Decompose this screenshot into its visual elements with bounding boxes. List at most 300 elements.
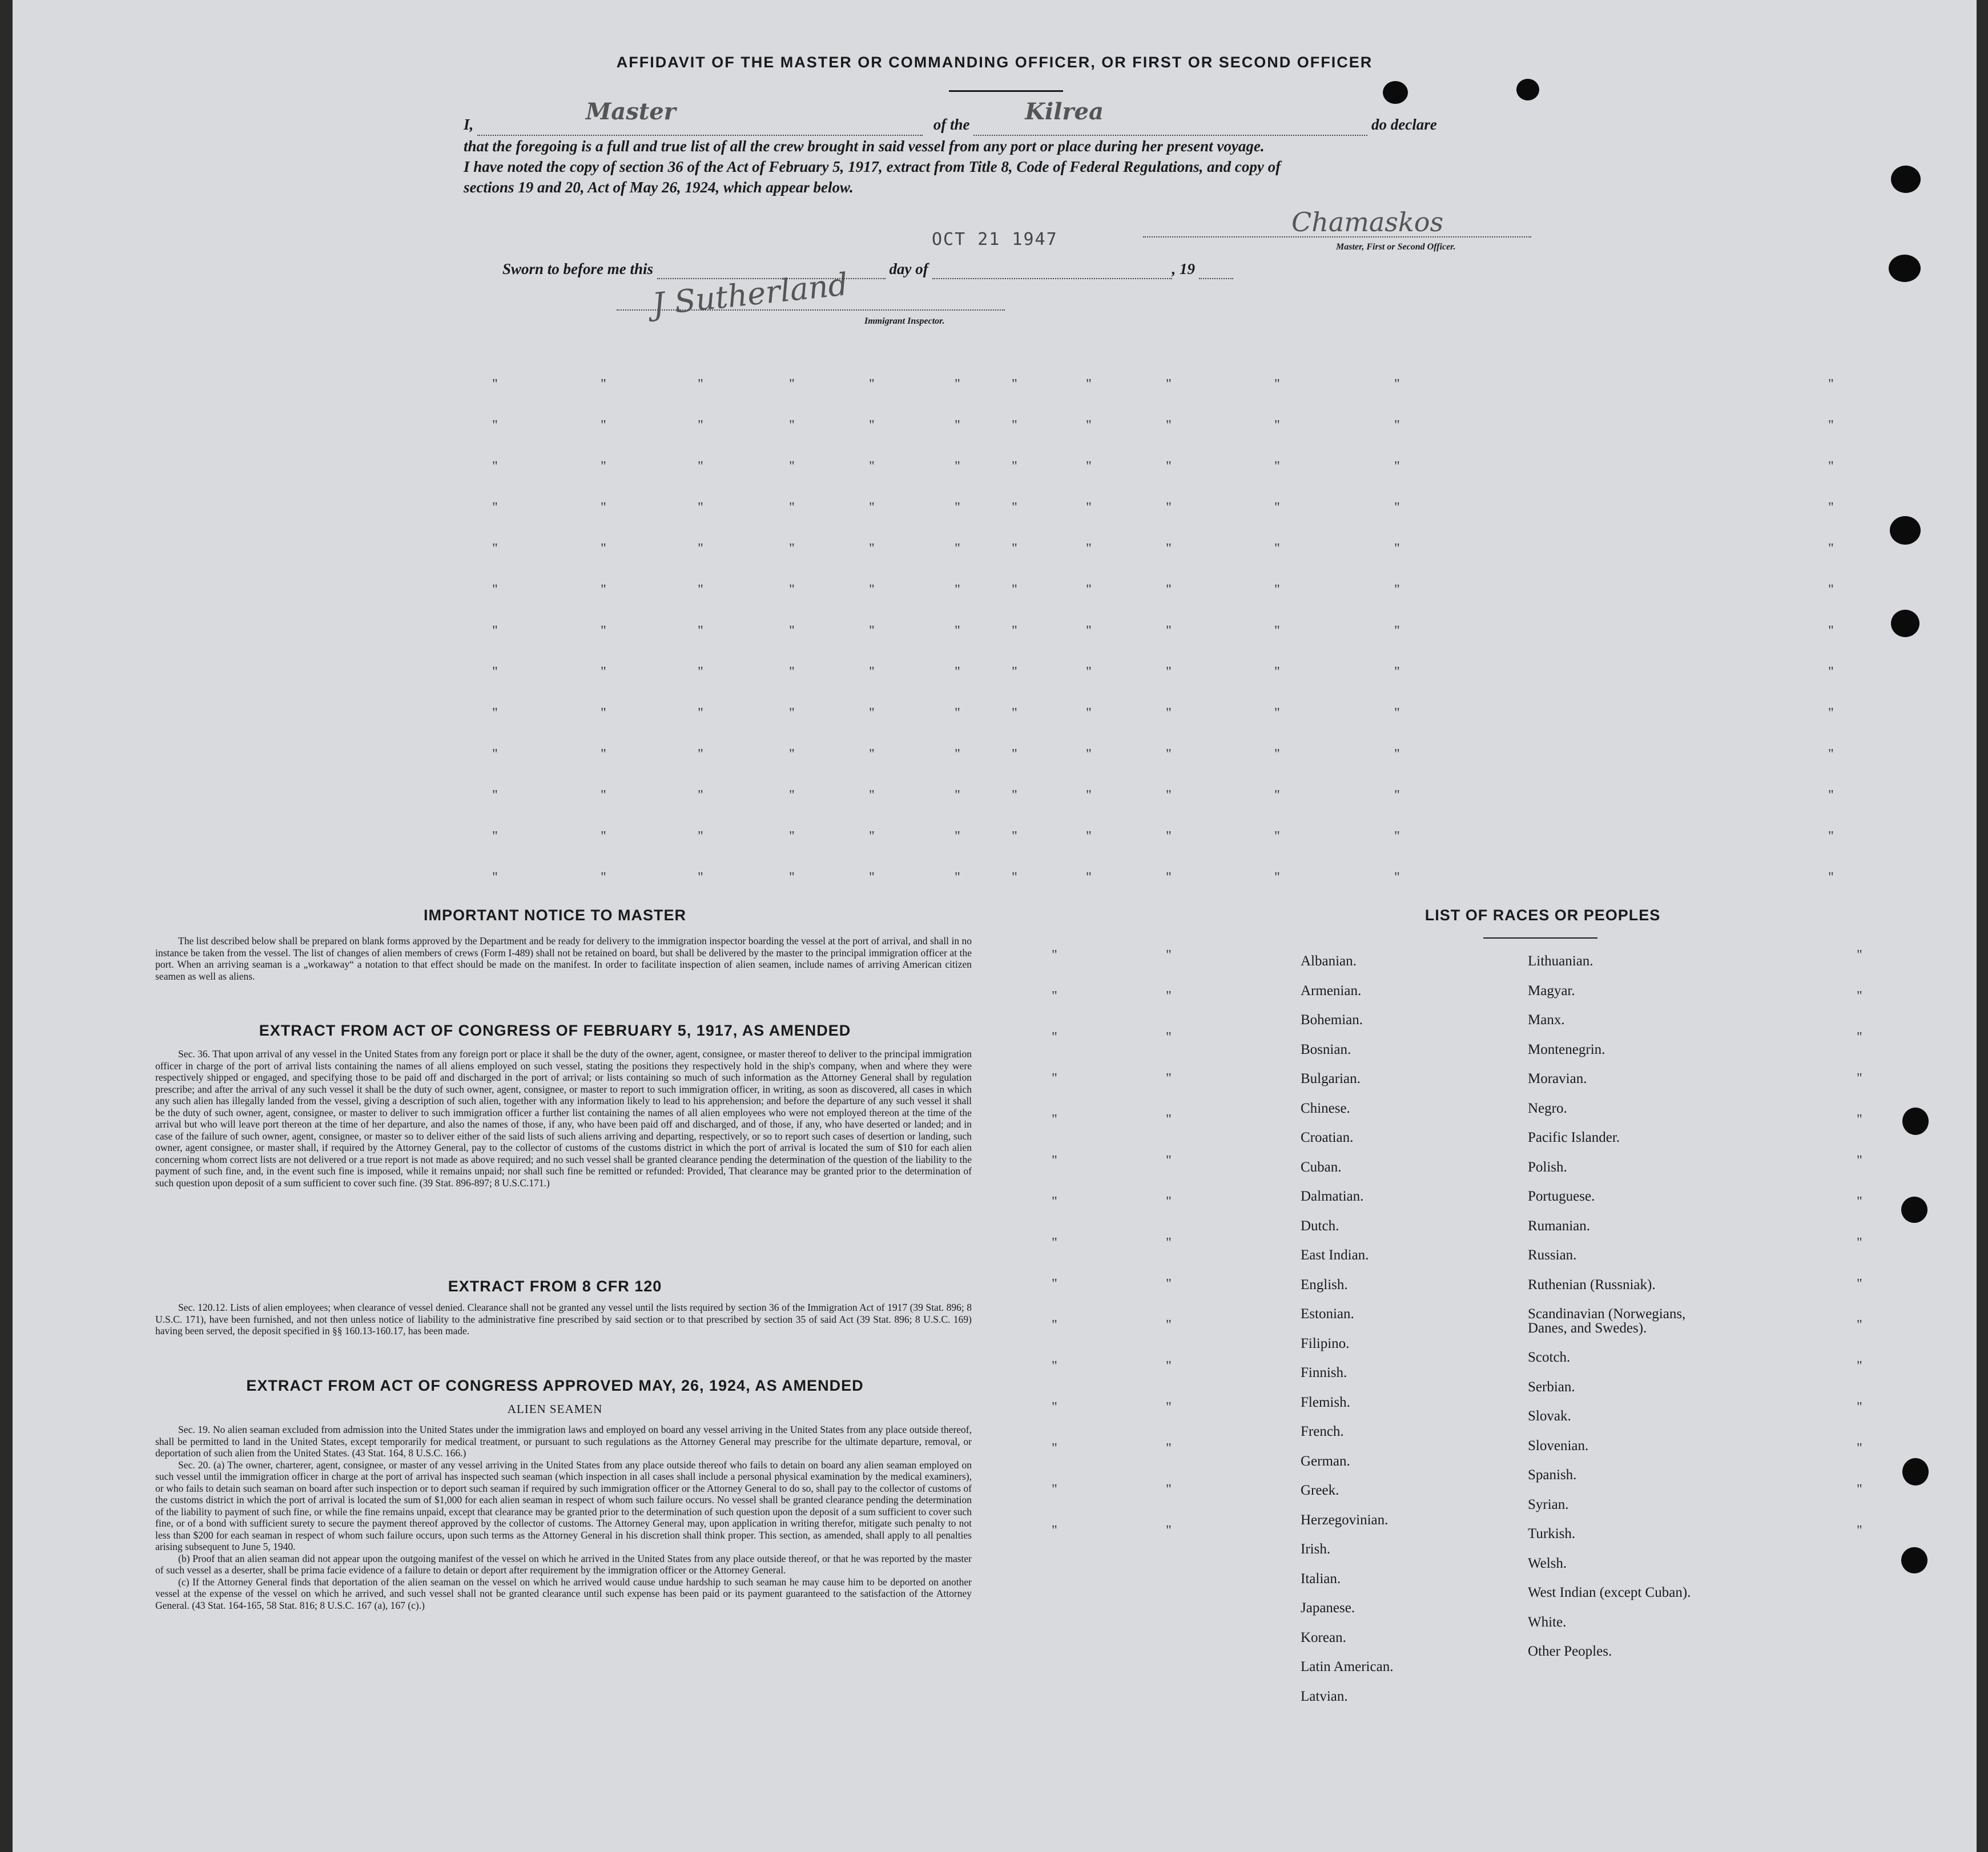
ditto-mark: " xyxy=(1274,623,1280,638)
ditto-mark: " xyxy=(1166,948,1172,963)
ditto-mark: " xyxy=(1828,829,1834,844)
race-item: Latin American. xyxy=(1301,1659,1394,1674)
punch-hole xyxy=(1902,1458,1929,1485)
master-name-handwriting: Master xyxy=(586,98,676,125)
extract-1924-para-20c: (c) If the Attorney General finds that deportation of the alien seaman on the vessel on which he arrived would cause undue hardship to such seaman he may cause him to be deported on another vessel at the expense of the vessel on which he arrived, and such vessel shall not be granted clearance until such expense has been paid or its payment guaranteed to the satisfaction of the Attorney General. (43 Stat. 164-165, 58 Stat. 816; 8 U.S.C. 167 (a), 167 (c).) xyxy=(155,1576,972,1611)
ditto-mark: " xyxy=(1857,1277,1862,1291)
ditto-mark: " xyxy=(789,665,795,679)
master-caption: Master, First or Second Officer. xyxy=(1336,242,1456,252)
extract-1924-subtitle: ALIEN SEAMEN xyxy=(507,1402,603,1416)
race-item: Rumanian. xyxy=(1528,1218,1591,1234)
ditto-mark: " xyxy=(1166,541,1172,556)
ditto-mark: " xyxy=(955,706,960,720)
ditto-mark: " xyxy=(601,870,606,885)
race-item: Bohemian. xyxy=(1301,1012,1363,1028)
ditto-mark: " xyxy=(789,706,795,720)
ditto-mark: " xyxy=(1166,989,1172,1004)
ditto-mark: " xyxy=(601,829,606,844)
ditto-mark: " xyxy=(698,788,703,803)
ditto-mark: " xyxy=(1274,541,1280,556)
sworn-year-field xyxy=(1199,260,1233,279)
ditto-mark: " xyxy=(869,870,875,885)
ditto-mark: " xyxy=(1828,377,1834,392)
ditto-mark: " xyxy=(955,377,960,392)
race-item: Montenegrin. xyxy=(1528,1041,1605,1057)
ditto-mark: " xyxy=(1086,623,1092,638)
ditto-mark: " xyxy=(698,706,703,720)
ditto-mark: " xyxy=(1166,1153,1172,1168)
race-item: Bulgarian. xyxy=(1301,1071,1361,1086)
ditto-mark: " xyxy=(789,788,795,803)
ditto-mark: " xyxy=(1052,1277,1057,1291)
ditto-mark: " xyxy=(1394,500,1400,515)
ditto-mark: " xyxy=(1394,747,1400,762)
ditto-mark: " xyxy=(1052,1482,1057,1497)
race-item: Slovak. xyxy=(1528,1408,1571,1424)
extract-1917-paragraph: Sec. 36. That upon arrival of any vessel in the United States from any foreign port or place it shall be the duty of the owner, agent, consignee, or master thereof to deliver to the principal immigration officer in charge of the port of arrival lists containing the names of all aliens employed on such vessel, stating the positions they respectively hold in the ship's company, when and where they were respectively shipped or engaged, and specifying those to be paid off and discharged in the port of arrival; or lists containing so much of such information as the Attorney General shall by regulation prescribe; and after the arrival of any such vessel it shall be the duty of such owner, agent, consignee, or master to report to such immigration officer, in writing, as soon as discovered, all cases in which any such alien has illegally landed from the vessel, giving a description of such alien, together with any information likely to lead to his apprehension; and before the departure of any such vessel it shall be the duty of such owner, agent, consignee, or master to deliver to such immigration officer a further list containing the names of all alien employees who were not employed thereon at the time of the arrival but who will leave port thereon at the time of her departure, and also the names of those, if any, who have been paid off and discharged, and of those, if any, who have deserted or landed; and in case of the failure of such owner, agent, consignee, or master so to deliver either of the said lists of such aliens arriving and departing, respectively, or so to report such cases of desertion or landing, such owner, agent consignee, or master shall, if required by the Attorney General, pay to the collector of customs of the customs district in which the port of arrival is located the sum of $10 for each alien concerning whom correct lists are not delivered or a true report is not made as above required; and no such vessel shall be granted clearance pending the determination of the question of the liability to the payment of such fine, and, in the event such fine is imposed, while it remains unpaid; nor shall such fine be remitted or refunded: Provided, That clearance may be granted prior to the determination of such question upon deposit of a sum sufficient to cover such fine. (39 Stat. 896-897; 8 U.S.C.171.) xyxy=(155,1048,972,1189)
ditto-mark: " xyxy=(1166,706,1172,720)
ditto-mark: " xyxy=(1274,459,1280,474)
ditto-mark: " xyxy=(1086,665,1092,679)
ditto-mark: " xyxy=(1166,870,1172,885)
punch-hole xyxy=(1902,1108,1929,1135)
ditto-mark: " xyxy=(1274,665,1280,679)
race-item: East Indian. xyxy=(1301,1247,1369,1263)
ditto-mark: " xyxy=(789,747,795,762)
race-item: Polish. xyxy=(1528,1159,1567,1175)
form-sheet xyxy=(13,0,1977,1852)
ditto-mark: " xyxy=(1052,1112,1057,1127)
ditto-mark: " xyxy=(1394,829,1400,844)
ditto-mark: " xyxy=(869,541,875,556)
ditto-mark: " xyxy=(1012,747,1017,762)
ditto-mark: " xyxy=(1274,747,1280,762)
ditto-mark: " xyxy=(1828,665,1834,679)
ditto-mark: " xyxy=(1012,418,1017,433)
ditto-mark: " xyxy=(1828,418,1834,433)
ditto-mark: " xyxy=(1394,418,1400,433)
ditto-mark: " xyxy=(1394,870,1400,885)
ditto-mark: " xyxy=(698,665,703,679)
ditto-mark: " xyxy=(1166,747,1172,762)
extract-1924-para-20b: (b) Proof that an alien seaman did not appear upon the outgoing manifest of the vessel on which he arrived in the United States from any place outside thereof, or that he was reported by the master of such vessel as a deserter, shall be prima facie evidence of a failure to detain or deport after requirement by the immigration officer or the Attorney General. xyxy=(155,1552,972,1576)
ditto-mark: " xyxy=(1052,1359,1057,1374)
ditto-mark: " xyxy=(1828,788,1834,803)
ditto-mark: " xyxy=(869,418,875,433)
punch-hole xyxy=(1901,1197,1927,1223)
ditto-mark: " xyxy=(1828,541,1834,556)
race-item-scandinavian xyxy=(1528,1299,1691,1335)
ditto-mark: " xyxy=(1052,1400,1057,1415)
ditto-mark: " xyxy=(1274,788,1280,803)
ditto-mark: " xyxy=(492,870,498,885)
ditto-mark: " xyxy=(492,788,498,803)
race-item: Japanese. xyxy=(1301,1600,1355,1616)
race-item: Dutch. xyxy=(1301,1218,1339,1234)
ditto-mark: " xyxy=(1086,377,1092,392)
ditto-mark: " xyxy=(1274,706,1280,720)
ditto-mark: " xyxy=(869,500,875,515)
sworn-month-field xyxy=(932,260,1172,279)
ditto-mark: " xyxy=(601,500,606,515)
ditto-mark: " xyxy=(789,829,795,844)
extract-1924-title: EXTRACT FROM ACT OF CONGRESS APPROVED MAY, 26, 1924, AS AMENDED xyxy=(246,1377,864,1394)
race-item: Serbian. xyxy=(1528,1379,1575,1395)
race-item: Spanish. xyxy=(1528,1467,1577,1483)
ditto-mark: " xyxy=(492,541,498,556)
ditto-mark: " xyxy=(1857,989,1862,1004)
ditto-mark: " xyxy=(1052,1071,1057,1086)
ditto-mark: " xyxy=(492,747,498,762)
vessel-name-handwriting: Kilrea xyxy=(1025,98,1104,125)
ditto-mark: " xyxy=(1274,418,1280,433)
ditto-mark: " xyxy=(492,377,498,392)
race-item: Negro. xyxy=(1528,1100,1567,1116)
ditto-mark: " xyxy=(1828,500,1834,515)
ditto-mark: " xyxy=(1166,1112,1172,1127)
ditto-mark: " xyxy=(1857,1400,1862,1415)
ditto-mark: " xyxy=(1166,1523,1172,1538)
master-signature: Chamaskos xyxy=(1291,207,1444,237)
ditto-mark: " xyxy=(1012,623,1017,638)
race-item: Welsh. xyxy=(1528,1555,1567,1571)
inspector-signature: J Sutherland xyxy=(650,266,850,323)
ditto-mark: " xyxy=(869,829,875,844)
ditto-mark: " xyxy=(698,623,703,638)
ditto-mark: " xyxy=(698,582,703,597)
ditto-mark: " xyxy=(955,870,960,885)
race-item: Scotch. xyxy=(1528,1350,1571,1365)
ditto-mark: " xyxy=(601,623,606,638)
ditto-mark: " xyxy=(1012,500,1017,515)
ditto-mark: " xyxy=(698,459,703,474)
race-item: Turkish. xyxy=(1528,1526,1576,1541)
ditto-mark: " xyxy=(789,377,795,392)
race-item: Ruthenian (Russniak). xyxy=(1528,1277,1656,1293)
ditto-mark: " xyxy=(1394,788,1400,803)
race-item: English. xyxy=(1301,1277,1348,1293)
title-rule xyxy=(949,90,1063,92)
ditto-mark: " xyxy=(1012,377,1017,392)
ditto-mark: " xyxy=(869,459,875,474)
decl-declare: do declare xyxy=(1371,116,1437,133)
ditto-mark: " xyxy=(1828,747,1834,762)
ditto-mark: " xyxy=(1166,665,1172,679)
ditto-mark: " xyxy=(1166,459,1172,474)
ditto-mark: " xyxy=(1166,829,1172,844)
ditto-mark: " xyxy=(1166,1030,1172,1045)
race-item: Bosnian. xyxy=(1301,1041,1351,1057)
ditto-mark: " xyxy=(869,623,875,638)
ditto-mark: " xyxy=(492,418,498,433)
ditto-mark: " xyxy=(1166,1400,1172,1415)
ditto-mark: " xyxy=(1394,459,1400,474)
race-item: Other Peoples. xyxy=(1528,1644,1612,1659)
races-column-1 xyxy=(1301,947,1393,1711)
ditto-mark: " xyxy=(1086,706,1092,720)
ditto-mark: " xyxy=(698,747,703,762)
ditto-mark: " xyxy=(1052,1441,1057,1456)
ditto-mark: " xyxy=(789,418,795,433)
ditto-mark: " xyxy=(1394,706,1400,720)
race-item: Albanian. xyxy=(1301,953,1357,969)
races-title-rule xyxy=(1483,937,1597,939)
ditto-mark: " xyxy=(1086,870,1092,885)
ditto-mark: " xyxy=(492,582,498,597)
ditto-mark: " xyxy=(869,377,875,392)
ditto-mark: " xyxy=(1857,1194,1862,1209)
ditto-mark: " xyxy=(1857,948,1862,963)
race-item: Cuban. xyxy=(1301,1159,1342,1175)
ditto-mark: " xyxy=(492,500,498,515)
race-item: Chinese. xyxy=(1301,1100,1350,1116)
ditto-mark: " xyxy=(1166,1071,1172,1086)
ditto-mark: " xyxy=(1857,1153,1862,1168)
ditto-mark: " xyxy=(1166,418,1172,433)
ditto-mark: " xyxy=(1274,377,1280,392)
ditto-mark: " xyxy=(955,418,960,433)
race-item: Korean. xyxy=(1301,1629,1346,1645)
ditto-mark: " xyxy=(1166,377,1172,392)
ditto-mark: " xyxy=(1857,1318,1862,1332)
ditto-mark: " xyxy=(955,665,960,679)
race-item: Manx. xyxy=(1528,1012,1565,1028)
race-item: Magyar. xyxy=(1528,983,1575,999)
ditto-mark: " xyxy=(869,582,875,597)
race-item: Pacific Islander. xyxy=(1528,1130,1620,1145)
ditto-mark: " xyxy=(1828,706,1834,720)
ditto-mark: " xyxy=(1012,788,1017,803)
ditto-mark: " xyxy=(492,623,498,638)
ditto-mark: " xyxy=(601,459,606,474)
ditto-mark: " xyxy=(1086,829,1092,844)
ditto-mark: " xyxy=(601,665,606,679)
ditto-mark: " xyxy=(1394,665,1400,679)
ditto-mark: " xyxy=(698,500,703,515)
ditto-mark: " xyxy=(1086,500,1092,515)
ditto-mark: " xyxy=(789,582,795,597)
decl-of-the: of the xyxy=(933,116,970,133)
ditto-mark: " xyxy=(869,665,875,679)
punch-hole xyxy=(1891,166,1921,193)
decl-i: I, xyxy=(464,116,474,133)
ditto-mark: " xyxy=(789,623,795,638)
ditto-mark: " xyxy=(1857,1112,1862,1127)
ditto-mark: " xyxy=(869,788,875,803)
ditto-mark: " xyxy=(601,747,606,762)
extract-1924-text xyxy=(155,1424,972,1611)
race-item: Danes, and Swedes). xyxy=(1528,1320,1647,1336)
decl-line-4: sections 19 and 20, Act of May 26, 1924, which appear below. xyxy=(464,179,854,196)
ditto-mark: " xyxy=(1857,1071,1862,1086)
race-item: West Indian (except Cuban). xyxy=(1528,1585,1691,1600)
ditto-mark: " xyxy=(1828,459,1834,474)
ditto-mark: " xyxy=(698,829,703,844)
ditto-mark: " xyxy=(1828,623,1834,638)
ditto-mark: " xyxy=(1086,788,1092,803)
ditto-mark: " xyxy=(1166,1482,1172,1497)
ditto-mark: " xyxy=(1394,582,1400,597)
ditto-mark: " xyxy=(1012,459,1017,474)
ditto-mark: " xyxy=(1052,948,1057,963)
notice-text xyxy=(155,935,972,982)
ditto-mark: " xyxy=(1052,1030,1057,1045)
ditto-mark: " xyxy=(698,418,703,433)
extract-8cfr-paragraph: Sec. 120.12. Lists of alien employees; when clearance of vessel denied. Clearance shall not be granted any vessel until the lists required by section 36 of the Immigration Act of 1917 (39 Stat. 896; 8 U.S.C. 171), have been furnished, and not then unless notice of liability to the administrative fine prescribed by said section or to that prescribed by section 35 of said Act (39 Stat. 896; 8 U.S.C. 169) having been served, the deposit specified in §§ 160.13-160.17, has been made. xyxy=(155,1302,972,1336)
ditto-mark: " xyxy=(1166,1359,1172,1374)
sworn-label: Sworn to before me this xyxy=(502,260,654,277)
ditto-mark: " xyxy=(492,706,498,720)
ditto-mark: " xyxy=(955,459,960,474)
ditto-mark: " xyxy=(1857,1482,1862,1497)
ditto-mark: " xyxy=(1012,582,1017,597)
ditto-mark: " xyxy=(789,500,795,515)
ditto-mark: " xyxy=(1052,1318,1057,1332)
ditto-mark: " xyxy=(601,788,606,803)
sworn-day-of: day of xyxy=(889,260,928,277)
ditto-mark: " xyxy=(601,418,606,433)
ditto-mark: " xyxy=(1166,1277,1172,1291)
ditto-mark: " xyxy=(1394,377,1400,392)
ditto-mark: " xyxy=(601,706,606,720)
ditto-mark: " xyxy=(1394,623,1400,638)
notice-title: IMPORTANT NOTICE TO MASTER xyxy=(424,907,686,924)
ditto-mark: " xyxy=(1274,829,1280,844)
notice-paragraph: The list described below shall be prepared on blank forms approved by the Department and be ready for delivery to the immigration inspector boarding the vessel at the port of arrival, and shall in no instance be taken from the vessel. The list of changes of alien members of crews (Form I-489) shall not be retained on board, but shall be delivered by the master to the principal immigration officer at the port. When an arriving seaman is a „workaway“ a notation to that effect should be made on the manifest. In order to facilitate inspection of alien seamen, include names of arriving American citizen seamen as well as aliens. xyxy=(155,935,972,982)
ditto-mark: " xyxy=(492,829,498,844)
ditto-mark: " xyxy=(1857,1235,1862,1250)
race-item: Italian. xyxy=(1301,1571,1341,1587)
ditto-mark: " xyxy=(955,623,960,638)
ditto-mark: " xyxy=(1274,870,1280,885)
race-item: Flemish. xyxy=(1301,1394,1350,1410)
ditto-mark: " xyxy=(1012,870,1017,885)
race-item: Finnish. xyxy=(1301,1365,1347,1380)
ditto-mark: " xyxy=(1166,1235,1172,1250)
ditto-mark: " xyxy=(1012,829,1017,844)
date-stamp: OCT 21 1947 xyxy=(932,230,1058,249)
ditto-mark: " xyxy=(1274,500,1280,515)
race-item: White. xyxy=(1528,1614,1567,1630)
ditto-mark: " xyxy=(1086,541,1092,556)
ditto-mark: " xyxy=(789,870,795,885)
ditto-mark: " xyxy=(601,541,606,556)
ditto-mark: " xyxy=(1086,747,1092,762)
ditto-mark: " xyxy=(1012,665,1017,679)
ditto-mark: " xyxy=(1166,1318,1172,1332)
ditto-mark: " xyxy=(492,665,498,679)
race-item: German. xyxy=(1301,1453,1350,1469)
ditto-mark: " xyxy=(1166,500,1172,515)
extract-1924-para-19: Sec. 19. No alien seaman excluded from admission into the United States under the immigration laws and employed on board any vessel arriving in the United States from any place outside thereof, shall be permitted to land in the United States, except temporarily for medical treatment, or pursuant to such regulations as the Attorney General may prescribe for the ultimate departure, removal, or deportation of such alien from the United States. (43 Stat. 164, 8 U.S.C. 166.) xyxy=(155,1424,972,1459)
ditto-mark: " xyxy=(789,459,795,474)
ditto-mark: " xyxy=(1394,541,1400,556)
sworn-year-prefix: , 19 xyxy=(1172,260,1196,277)
ditto-mark: " xyxy=(1857,1523,1862,1538)
ditto-mark: " xyxy=(698,377,703,392)
ditto-mark: " xyxy=(789,541,795,556)
punch-hole xyxy=(1516,79,1539,100)
race-item: Scandinavian (Norwegians, xyxy=(1528,1306,1686,1322)
ditto-mark: " xyxy=(1166,788,1172,803)
race-item: Irish. xyxy=(1301,1541,1331,1557)
ditto-mark: " xyxy=(1828,870,1834,885)
ditto-mark: " xyxy=(955,747,960,762)
ditto-mark: " xyxy=(1012,706,1017,720)
vessel-name-field xyxy=(973,98,1367,136)
race-item: Slovenian. xyxy=(1528,1438,1589,1454)
ditto-mark: " xyxy=(601,377,606,392)
ditto-mark: " xyxy=(869,747,875,762)
ditto-mark: " xyxy=(955,829,960,844)
races-column-2 xyxy=(1528,947,1691,1666)
decl-line-3: I have noted the copy of section 36 of the Act of February 5, 1917, extract from Title 8, Code of Federal Regulations, and copy of xyxy=(464,158,1281,175)
ditto-mark: " xyxy=(1012,541,1017,556)
ditto-mark: " xyxy=(1166,623,1172,638)
race-item: Herzegovinian. xyxy=(1301,1512,1389,1528)
ditto-mark: " xyxy=(1166,1194,1172,1209)
race-item: Dalmatian. xyxy=(1301,1189,1364,1204)
extract-8cfr-text xyxy=(155,1302,972,1337)
ditto-mark: " xyxy=(1052,1194,1057,1209)
master-name-field xyxy=(477,98,923,136)
sworn-line xyxy=(502,260,1233,279)
race-item: Lithuanian. xyxy=(1528,953,1593,969)
ditto-mark: " xyxy=(1052,1153,1057,1168)
race-item: Croatian. xyxy=(1301,1130,1354,1145)
ditto-mark: " xyxy=(1052,1235,1057,1250)
ditto-mark: " xyxy=(1857,1441,1862,1456)
race-item: Moravian. xyxy=(1528,1071,1587,1086)
punch-hole xyxy=(1890,516,1921,545)
ditto-mark: " xyxy=(698,870,703,885)
decl-line-2: that the foregoing is a full and true list of all the crew brought in said vessel from any port or place during her present voyage. xyxy=(464,138,1265,155)
race-item: Armenian. xyxy=(1301,983,1362,999)
ditto-mark: " xyxy=(1052,989,1057,1004)
ditto-mark: " xyxy=(955,582,960,597)
race-item: Estonian. xyxy=(1301,1306,1354,1322)
race-item: Russian. xyxy=(1528,1247,1577,1263)
race-item: French. xyxy=(1301,1424,1344,1439)
ditto-mark: " xyxy=(1086,459,1092,474)
ditto-mark: " xyxy=(1828,582,1834,597)
ditto-mark: " xyxy=(1166,1441,1172,1456)
punch-hole xyxy=(1891,610,1919,637)
ditto-mark: " xyxy=(955,541,960,556)
race-item: Portuguese. xyxy=(1528,1189,1595,1204)
ditto-mark: " xyxy=(1857,1359,1862,1374)
ditto-mark: " xyxy=(698,541,703,556)
affidavit-title: AFFIDAVIT OF THE MASTER OR COMMANDING OFFICER, OR FIRST OR SECOND OFFICER xyxy=(616,54,1373,71)
ditto-mark: " xyxy=(955,788,960,803)
punch-hole xyxy=(1889,255,1921,282)
extract-1924-para-20a: Sec. 20. (a) The owner, charterer, agent, consignee, or master of any vessel arriving in the United States from any place outside thereof who fails to detain on board any alien seaman employed on such vessel until the immigration officer in charge at the port of arrival has inspected such seaman (which inspection in all cases shall include a personal physical examination by the medical examiners), or who fails to detain such seaman on board after such inspection or to deport such seaman if required by such immigration officer or the Attorney General to do so, shall pay to the collector of customs of the customs district in which the port of arrival is located the sum of $1,000 for each alien seaman in respect of whom such failure occurs. No vessel shall be granted clearance pending the determination of the liability to payment of such fine, or while the fine remains unpaid, except that clearance may be granted prior to the determination of such question upon the deposit of a sum sufficient to cover such fine, or of a bond with sufficient surety to secure the payment thereof approved by the collector of customs. The Attorney General may, upon application in writing therefor, mitigate such penalty to not less than $200 for each seaman in respect of whom such failure occurs, upon such terms as the Attorney General in his discretion shall think proper. This section, as amended, shall apply to all penalties arising subsequent to June 5, 1940. xyxy=(155,1459,972,1552)
races-title: LIST OF RACES OR PEOPLES xyxy=(1424,907,1661,924)
ditto-mark: " xyxy=(1857,1030,1862,1045)
ditto-mark: " xyxy=(1052,1523,1057,1538)
extract-8cfr-title: EXTRACT FROM 8 CFR 120 xyxy=(448,1278,662,1295)
ditto-mark: " xyxy=(869,706,875,720)
ditto-mark: " xyxy=(1086,418,1092,433)
ditto-mark: " xyxy=(1166,582,1172,597)
extract-1917-text xyxy=(155,1048,972,1189)
inspector-caption: Immigrant Inspector. xyxy=(864,316,945,326)
ditto-mark: " xyxy=(955,500,960,515)
ditto-mark: " xyxy=(601,582,606,597)
punch-hole xyxy=(1901,1547,1927,1573)
punch-hole xyxy=(1383,81,1408,104)
race-item: Filipino. xyxy=(1301,1335,1350,1351)
